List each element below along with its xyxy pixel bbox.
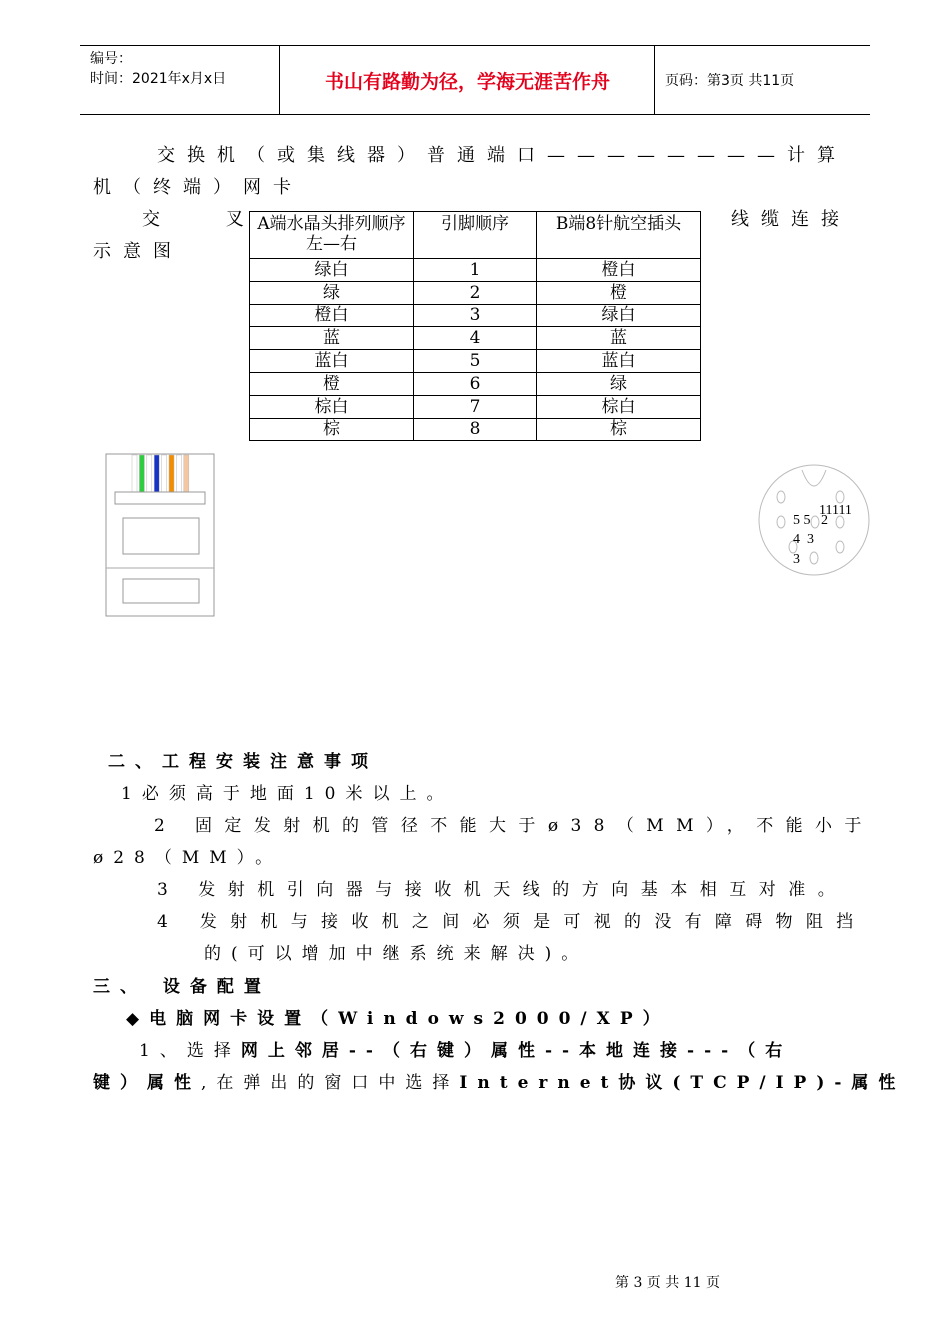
connector-pin	[777, 491, 785, 503]
table-cell: 橙白	[250, 304, 414, 327]
plug-wire	[169, 455, 174, 492]
table-cell: 7	[414, 395, 537, 418]
table-cell: 棕	[537, 418, 701, 441]
plug-clip-bar	[115, 492, 205, 504]
table-header-row	[250, 212, 701, 259]
body-line-1: 交换机（或集线器）普通端口————————计算	[157, 145, 847, 166]
table-row	[250, 418, 701, 441]
section3-step1-line2	[93, 1068, 905, 1093]
table-cell: 蓝	[250, 327, 414, 350]
step1-middle: ,在弹出的窗口中选择	[201, 1073, 460, 1093]
table-row	[250, 350, 701, 373]
header-meta	[80, 46, 280, 114]
section3-title: 三、 设备配置	[93, 977, 271, 997]
connector-pin	[810, 552, 818, 564]
step1-properties: 键）属性	[93, 1073, 201, 1093]
table-cell: 2	[414, 281, 537, 304]
plug-wire	[162, 455, 167, 492]
section2-item-2b: ø28（MM）。	[93, 848, 283, 868]
plug-wire	[154, 455, 159, 492]
plug-window-lower	[123, 579, 199, 603]
header-slogan: 书山有路勤为径，学海无涯苦作舟	[281, 46, 655, 114]
table-cell: 5	[414, 350, 537, 373]
step1-prefix: 1、选择	[139, 1041, 241, 1061]
connector-pin	[777, 516, 785, 528]
plug-wire	[139, 455, 144, 492]
table-cell: 橙	[250, 372, 414, 395]
step1-protocol: Internet协议(TCP/IP)-属性	[459, 1073, 906, 1093]
table-cell: 1	[414, 259, 537, 282]
table-header-b: B端8针航空插头	[537, 212, 701, 259]
plug-wire	[184, 455, 189, 492]
connector-label-2: 5 5 2	[793, 513, 828, 528]
plug-wire	[176, 455, 181, 492]
aviation-connector-diagram	[758, 462, 870, 580]
section2-item-3: 3 发射机引向器与接收机天线的方向基本相互对准。	[157, 880, 848, 900]
table-cell: 4	[414, 327, 537, 350]
connector-label-3: 4 3	[793, 532, 814, 547]
step1-path: 网上邻居--（右键）属性--本地连接---（右	[240, 1041, 793, 1061]
section2-item-4a: 4 发射机与接收机之间必须是可视的没有障碍物阻挡	[157, 912, 867, 932]
body-line-2: 机（终端）网卡	[93, 177, 303, 198]
rj45-plug-diagram	[104, 452, 218, 618]
table-cell: 橙	[537, 281, 701, 304]
table-cell: 蓝白	[537, 350, 701, 373]
table-cell: 棕白	[537, 395, 701, 418]
table-cell: 6	[414, 372, 537, 395]
table-row	[250, 372, 701, 395]
section2-item-1: 1必须高于地面10米以上。	[121, 784, 454, 804]
table-row	[250, 395, 701, 418]
section2-item-4b: 的(可以增加中继系统来解决)。	[204, 944, 589, 964]
number-label: 编号：	[90, 51, 132, 67]
page-header	[80, 45, 870, 115]
table-cell: 8	[414, 418, 537, 441]
table-cell: 绿	[250, 281, 414, 304]
connector-pin	[836, 541, 844, 553]
table-header-pin: 引脚顺序	[414, 212, 537, 259]
table-cell: 橙白	[537, 259, 701, 282]
table-row	[250, 259, 701, 282]
time-label: 时间：2021年x月x日	[90, 71, 227, 87]
caption-left-1: 交 叉	[142, 209, 274, 230]
caption-left-2: 示意图	[93, 241, 183, 262]
table-cell: 棕	[250, 418, 414, 441]
table-cell: 蓝白	[250, 350, 414, 373]
section2-item-2a: 2 固定发射机的管径不能大于ø38（MM），不能小于	[154, 816, 874, 836]
section3-step1-line1	[139, 1036, 792, 1061]
pinout-table	[249, 211, 701, 441]
page-footer: 第 3 页 共 11 页	[615, 1275, 720, 1291]
section2-title: 二、工程安装注意事项	[108, 752, 378, 772]
table-cell: 3	[414, 304, 537, 327]
table-row	[250, 304, 701, 327]
table-row	[250, 327, 701, 350]
table-cell: 绿白	[537, 304, 701, 327]
table-cell: 棕白	[250, 395, 414, 418]
connector-label-4: 3	[793, 552, 800, 567]
connector-pin	[836, 491, 844, 503]
header-page: 页码：第3页 共11页	[665, 73, 795, 89]
table-cell: 绿	[537, 372, 701, 395]
plug-window-upper	[123, 518, 199, 554]
connector-label-1: 11111	[819, 503, 852, 518]
caption-right: 线缆连接	[731, 209, 851, 230]
table-cell: 蓝	[537, 327, 701, 350]
table-header-a: A端水晶头排列顺序左—右	[250, 212, 414, 259]
plug-wire	[147, 455, 152, 492]
plug-wire	[132, 455, 137, 492]
table-cell: 绿白	[250, 259, 414, 282]
table-row	[250, 281, 701, 304]
section3-subtitle: ◆电脑网卡设置（Windows2000/XP）	[126, 1009, 670, 1029]
